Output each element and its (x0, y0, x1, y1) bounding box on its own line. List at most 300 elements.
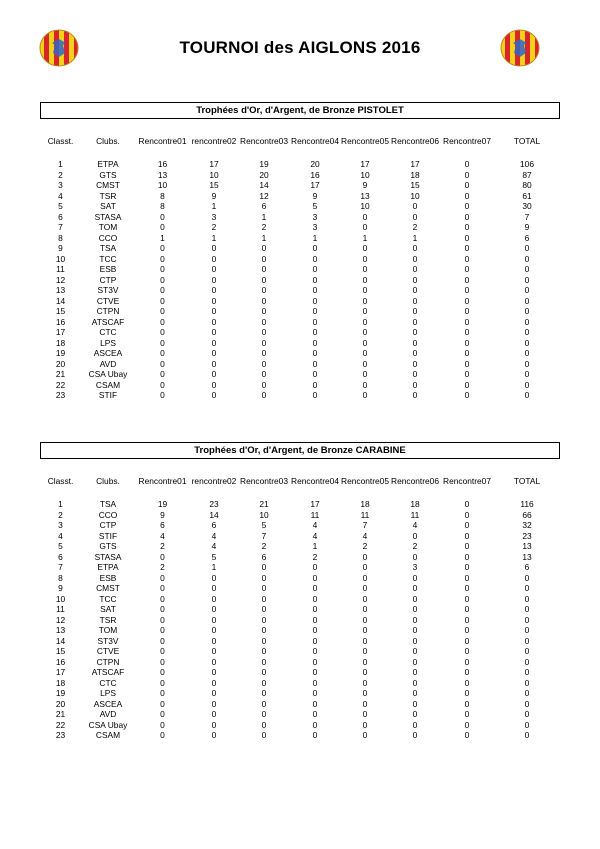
score-cell: 0 (412, 201, 418, 211)
score-cell: 0 (362, 709, 368, 719)
score-cell: 10 (157, 180, 168, 190)
score-cell: 0 (312, 327, 318, 337)
table-row (40, 201, 560, 212)
score-cell: 0 (211, 369, 217, 379)
score-cell: 0 (412, 583, 418, 593)
score-cell: 0 (464, 169, 470, 180)
score-cell: 0 (524, 688, 530, 698)
score-cell: 0 (362, 306, 368, 316)
score-cell: 0 (464, 390, 470, 400)
rank-cell: 16 (55, 656, 66, 667)
score-cell: 0 (464, 232, 470, 243)
pistolet-rows (40, 159, 560, 401)
score-cell: 0 (524, 614, 530, 625)
score-cell: 0 (261, 253, 267, 264)
score-cell: 0 (412, 593, 418, 604)
score-cell: 0 (312, 264, 318, 274)
score-cell: 2 (412, 541, 418, 551)
score-cell: 0 (160, 646, 165, 656)
table-row (40, 594, 560, 605)
score-cell: 0 (211, 646, 217, 656)
score-cell: 14 (259, 180, 269, 190)
table-row (40, 657, 560, 668)
score-cell: 4 (211, 530, 217, 541)
carabine-rows (40, 499, 560, 741)
table-row (40, 552, 560, 563)
club-name: LPS (100, 337, 116, 348)
score-cell: 0 (261, 390, 267, 400)
score-cell: 2 (312, 551, 318, 562)
score-cell: 0 (312, 593, 318, 604)
column-header: Classt. (47, 136, 74, 146)
score-cell: 0 (524, 709, 530, 719)
club-name: ST3V (97, 635, 119, 646)
score-cell: 0 (211, 274, 217, 285)
score-cell: 0 (312, 253, 318, 264)
table-row (40, 233, 560, 244)
score-cell: 1 (261, 232, 267, 243)
score-cell: 0 (464, 698, 470, 709)
score-cell: 0 (464, 190, 470, 201)
score-cell: 0 (362, 337, 368, 348)
table-row (40, 531, 560, 542)
score-cell: 0 (160, 327, 165, 337)
score-cell: 0 (261, 572, 267, 583)
score-cell: 0 (412, 379, 418, 390)
score-cell: 7 (362, 520, 368, 530)
score-cell: 0 (362, 572, 368, 583)
score-cell: 0 (160, 253, 165, 264)
score-cell: 0 (412, 709, 418, 719)
score-cell: 0 (312, 583, 318, 593)
score-cell: 0 (412, 625, 418, 635)
score-cell: 0 (211, 253, 217, 264)
score-cell: 0 (362, 698, 368, 709)
score-cell: 23 (522, 530, 532, 541)
score-cell: 80 (522, 180, 532, 190)
column-header: Clubs. (96, 476, 120, 486)
club-name: CCO (98, 509, 118, 520)
rank-cell: 1 (58, 159, 63, 169)
score-cell: 13 (522, 551, 532, 562)
score-cell: 0 (362, 285, 368, 295)
score-cell: 0 (524, 646, 530, 656)
score-cell: 0 (261, 614, 267, 625)
score-cell: 17 (310, 180, 320, 190)
club-name: CMST (96, 583, 120, 593)
club-name: CTC (99, 677, 117, 688)
club-name: GTS (99, 541, 117, 551)
score-cell: 0 (412, 211, 418, 222)
score-cell: 0 (211, 295, 217, 306)
score-cell: 0 (464, 709, 470, 719)
score-cell: 0 (412, 390, 418, 400)
score-cell: 0 (160, 730, 165, 740)
score-cell: 0 (211, 379, 217, 390)
score-cell: 19 (157, 499, 168, 509)
score-cell: 0 (524, 369, 530, 379)
score-cell: 1 (160, 232, 165, 243)
table-row (40, 573, 560, 584)
score-cell: 0 (362, 593, 368, 604)
score-cell: 1 (211, 562, 217, 572)
carabine-table (40, 475, 560, 741)
score-cell: 2 (160, 562, 165, 572)
score-cell: 1 (211, 232, 217, 243)
score-cell: 0 (524, 390, 530, 400)
rank-cell: 9 (58, 583, 63, 593)
table-row (40, 275, 560, 286)
club-name: SAT (100, 201, 116, 211)
column-header: Rencontre07 (443, 136, 491, 146)
table-row (40, 678, 560, 689)
score-cell: 0 (412, 677, 418, 688)
score-cell: 0 (464, 327, 470, 337)
club-name: CSAM (95, 379, 121, 390)
table-row (40, 499, 560, 510)
score-cell: 20 (259, 169, 269, 180)
score-cell: 0 (524, 667, 530, 677)
score-cell: 10 (259, 509, 269, 520)
table-row (40, 222, 560, 233)
score-cell: 0 (524, 327, 530, 337)
score-cell: 6 (211, 520, 217, 530)
score-cell: 0 (362, 211, 368, 222)
rank-cell: 5 (58, 541, 63, 551)
score-cell: 1 (362, 232, 368, 243)
score-cell: 0 (211, 667, 217, 677)
score-cell: 0 (211, 583, 217, 593)
column-header: TOTAL (513, 136, 541, 146)
score-cell: 0 (362, 730, 368, 740)
score-cell: 0 (160, 583, 165, 593)
club-name: STIF (98, 530, 118, 541)
score-cell: 0 (464, 551, 470, 562)
table-row (40, 625, 560, 636)
column-header: Rencontre06 (391, 136, 439, 146)
score-cell: 0 (412, 688, 418, 698)
score-cell: 0 (412, 337, 418, 348)
score-cell: 0 (524, 604, 530, 614)
score-cell: 0 (412, 614, 418, 625)
score-cell: 0 (261, 730, 267, 740)
rank-cell: 20 (55, 358, 66, 369)
rank-cell: 10 (55, 253, 66, 264)
score-cell: 0 (524, 285, 530, 295)
score-cell: 0 (261, 604, 267, 614)
table-row (40, 327, 560, 338)
score-cell: 0 (362, 667, 368, 677)
score-cell: 0 (464, 509, 470, 520)
score-cell: 20 (310, 159, 320, 169)
score-cell: 0 (464, 499, 470, 509)
score-cell: 0 (464, 211, 470, 222)
rank-cell: 4 (58, 530, 63, 541)
score-cell: 0 (261, 337, 267, 348)
club-name: CTVE (96, 295, 120, 306)
score-cell: 0 (464, 253, 470, 264)
score-cell: 0 (464, 604, 470, 614)
score-cell: 11 (310, 509, 320, 520)
score-cell: 4 (211, 541, 217, 551)
club-name: STASA (94, 551, 122, 562)
club-name: CCO (98, 232, 118, 243)
score-cell: 18 (410, 169, 420, 180)
score-cell: 0 (524, 253, 530, 264)
score-cell: 5 (312, 201, 318, 211)
score-cell: 3 (211, 211, 217, 222)
table-row (40, 380, 560, 391)
rank-cell: 8 (58, 572, 63, 583)
score-cell: 0 (160, 222, 165, 232)
column-header: Rencontre07 (443, 476, 491, 486)
score-cell: 0 (312, 719, 318, 730)
rank-cell: 7 (58, 222, 63, 232)
score-cell: 0 (362, 295, 368, 306)
rank-cell: 9 (58, 243, 63, 253)
column-header: Rencontre06 (391, 476, 439, 486)
score-cell: 0 (261, 709, 267, 719)
score-cell: 0 (362, 677, 368, 688)
score-cell: 0 (412, 358, 418, 369)
rank-cell: 15 (55, 646, 66, 656)
score-cell: 0 (464, 348, 470, 358)
score-cell: 0 (261, 295, 267, 306)
score-cell: 13 (522, 541, 532, 551)
score-cell: 0 (160, 688, 165, 698)
score-cell: 17 (360, 159, 370, 169)
score-cell: 0 (211, 709, 217, 719)
score-cell: 0 (524, 572, 530, 583)
rank-cell: 14 (55, 295, 66, 306)
score-cell: 2 (412, 222, 418, 232)
score-cell: 0 (412, 274, 418, 285)
rank-cell: 17 (55, 667, 66, 677)
score-cell: 0 (362, 358, 368, 369)
score-cell: 0 (524, 635, 530, 646)
score-cell: 9 (160, 509, 165, 520)
score-cell: 0 (464, 572, 470, 583)
score-cell: 0 (524, 698, 530, 709)
score-cell: 0 (412, 730, 418, 740)
score-cell: 0 (524, 306, 530, 316)
score-cell: 0 (464, 358, 470, 369)
score-cell: 0 (524, 583, 530, 593)
score-cell: 0 (261, 243, 267, 253)
score-cell: 3 (312, 211, 318, 222)
rank-cell: 6 (58, 551, 63, 562)
table-row (40, 369, 560, 380)
score-cell: 0 (261, 688, 267, 698)
score-cell: 0 (412, 285, 418, 295)
score-cell: 0 (412, 530, 418, 541)
score-cell: 11 (410, 509, 420, 520)
score-cell: 0 (464, 593, 470, 604)
score-cell: 0 (524, 274, 530, 285)
score-cell: 0 (412, 646, 418, 656)
table-row (40, 191, 560, 202)
score-cell: 0 (464, 562, 470, 572)
score-cell: 0 (362, 551, 368, 562)
score-cell: 0 (412, 243, 418, 253)
score-cell: 4 (312, 520, 318, 530)
score-cell: 16 (310, 169, 320, 180)
score-cell: 2 (362, 541, 368, 551)
score-cell: 0 (312, 667, 318, 677)
score-cell: 0 (464, 625, 470, 635)
table-row (40, 636, 560, 647)
club-name: TCC (99, 253, 117, 264)
score-cell: 0 (211, 264, 217, 274)
score-cell: 13 (360, 190, 370, 201)
score-cell: 0 (464, 667, 470, 677)
rank-cell: 2 (58, 169, 63, 180)
score-cell: 0 (160, 348, 165, 358)
score-cell: 0 (412, 604, 418, 614)
score-cell: 0 (412, 327, 418, 337)
score-cell: 11 (360, 509, 370, 520)
score-cell: 6 (261, 201, 267, 211)
table-row (40, 615, 560, 626)
table-row (40, 390, 560, 401)
score-cell: 12 (259, 190, 269, 201)
score-cell: 0 (261, 625, 267, 635)
score-cell: 0 (160, 635, 165, 646)
score-cell: 0 (362, 264, 368, 274)
score-cell: 0 (261, 285, 267, 295)
score-cell: 0 (160, 211, 165, 222)
table-row (40, 510, 560, 521)
score-cell: 0 (312, 390, 318, 400)
score-cell: 10 (360, 169, 370, 180)
club-name: AVD (99, 709, 117, 719)
score-cell: 0 (160, 274, 165, 285)
score-cell: 0 (261, 646, 267, 656)
score-cell: 0 (464, 614, 470, 625)
score-cell: 0 (312, 709, 318, 719)
score-cell: 0 (312, 688, 318, 698)
score-cell: 0 (412, 698, 418, 709)
table-row (40, 317, 560, 328)
score-cell: 0 (261, 358, 267, 369)
score-cell: 0 (261, 316, 267, 327)
score-cell: 0 (211, 306, 217, 316)
score-cell: 17 (310, 499, 320, 509)
column-header: Rencontre01 (138, 476, 187, 486)
score-cell: 0 (160, 390, 165, 400)
rank-cell: 20 (55, 698, 66, 709)
score-cell: 4 (362, 530, 368, 541)
table-row (40, 646, 560, 657)
score-cell: 0 (464, 530, 470, 541)
rank-cell: 15 (55, 306, 66, 316)
score-cell: 32 (522, 520, 532, 530)
rank-cell: 6 (58, 211, 63, 222)
score-cell: 0 (362, 348, 368, 358)
club-name: ATSCAF (91, 316, 125, 327)
score-cell: 0 (312, 369, 318, 379)
score-cell: 0 (524, 656, 530, 667)
score-cell: 4 (312, 530, 318, 541)
score-cell: 0 (312, 285, 318, 295)
score-cell: 0 (362, 646, 368, 656)
score-cell: 0 (312, 295, 318, 306)
score-cell: 0 (524, 730, 530, 740)
score-cell: 0 (464, 337, 470, 348)
score-cell: 0 (412, 316, 418, 327)
score-cell: 0 (412, 264, 418, 274)
score-cell: 13 (157, 169, 168, 180)
score-cell: 0 (312, 348, 318, 358)
score-cell: 0 (211, 327, 217, 337)
table-row (40, 604, 560, 615)
score-cell: 1 (312, 541, 318, 551)
score-cell: 87 (522, 169, 532, 180)
score-cell: 6 (261, 551, 267, 562)
score-cell: 0 (312, 316, 318, 327)
score-cell: 21 (259, 499, 269, 509)
score-cell: 0 (312, 306, 318, 316)
score-cell: 0 (412, 635, 418, 646)
score-cell: 18 (360, 499, 370, 509)
score-cell: 0 (362, 719, 368, 730)
rank-cell: 13 (55, 285, 66, 295)
score-cell: 0 (160, 719, 165, 730)
score-cell: 0 (211, 614, 217, 625)
score-cell: 0 (412, 656, 418, 667)
score-cell: 0 (412, 572, 418, 583)
table-row (40, 667, 560, 678)
score-cell: 0 (211, 625, 217, 635)
score-cell: 0 (524, 593, 530, 604)
score-cell: 0 (464, 520, 470, 530)
score-cell: 6 (524, 232, 530, 243)
table-row (40, 338, 560, 349)
score-cell: 0 (464, 274, 470, 285)
score-cell: 0 (312, 614, 318, 625)
rank-cell: 3 (58, 180, 63, 190)
club-name: LPS (100, 688, 116, 698)
rank-cell: 23 (55, 730, 66, 740)
rank-cell: 12 (55, 614, 66, 625)
score-cell: 0 (524, 295, 530, 306)
score-cell: 0 (261, 719, 267, 730)
score-cell: 0 (261, 677, 267, 688)
club-name: STIF (98, 390, 118, 400)
score-cell: 0 (211, 316, 217, 327)
column-header: Rencontre05 (341, 136, 389, 146)
table-row (40, 688, 560, 699)
score-cell: 0 (524, 264, 530, 274)
score-cell: 0 (362, 635, 368, 646)
score-cell: 0 (464, 583, 470, 593)
score-cell: 30 (522, 201, 532, 211)
score-cell: 0 (412, 253, 418, 264)
rank-cell: 18 (55, 337, 66, 348)
score-cell: 0 (362, 625, 368, 635)
club-name: TCC (99, 593, 117, 604)
score-cell: 7 (261, 530, 267, 541)
score-cell: 0 (261, 274, 267, 285)
score-cell: 0 (312, 337, 318, 348)
score-cell: 0 (464, 180, 470, 190)
score-cell: 0 (160, 295, 165, 306)
score-cell: 0 (464, 159, 470, 169)
score-cell: 23 (209, 499, 219, 509)
score-cell: 0 (464, 719, 470, 730)
score-cell: 0 (211, 348, 217, 358)
score-cell: 0 (312, 730, 318, 740)
